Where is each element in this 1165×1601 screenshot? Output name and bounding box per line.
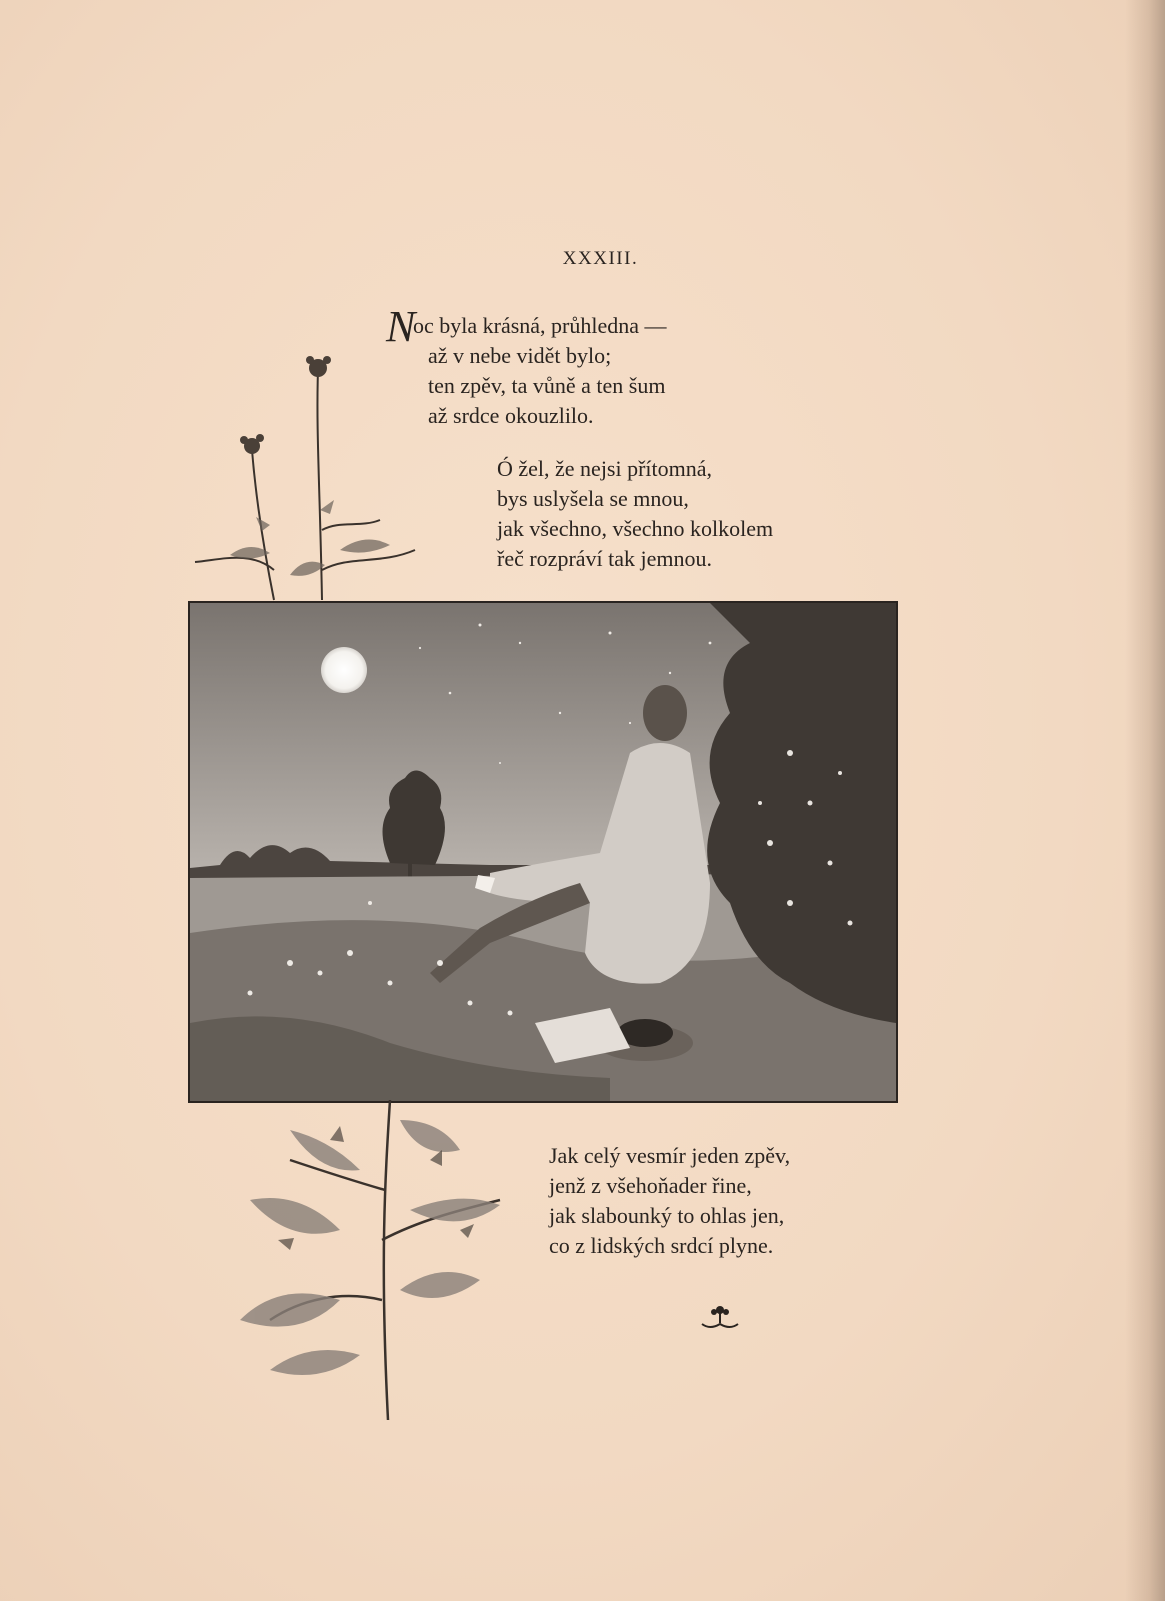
book-gutter-shadow (1125, 0, 1165, 1601)
poem-line: až srdce okouzlilo. (428, 403, 594, 428)
poem-line: až v nebe vidět bylo; (428, 343, 612, 368)
poem-number-heading: XXXIII. (562, 248, 639, 269)
poem-line: jak slabounký to ohlas jen, (549, 1203, 785, 1228)
poem-line: Ó žel, že nejsi přítomná, (497, 456, 713, 481)
moonlit-meadow-illustration (188, 601, 898, 1103)
drop-cap-letter: N (386, 302, 416, 351)
poem-line: jenž z všehoňader řine, (549, 1173, 752, 1198)
fleuron-ornament-icon (700, 1304, 740, 1332)
poem-stanza-1 (386, 302, 667, 431)
poem-line: oc byla krásná, průhledna — (413, 313, 667, 338)
poem-line: Jak celý vesmír jeden zpěv, (549, 1143, 791, 1168)
thistle-leaves-decoration (230, 1100, 520, 1430)
poem-line: jak všechno, všechno kolkolem (497, 516, 774, 541)
poem-stanza-3 (549, 1141, 790, 1261)
poem-line: bys uslyšela se mnou, (497, 486, 689, 511)
poem-line: co z lidských srdcí plyne. (549, 1233, 774, 1258)
poem-line: řeč rozpráví tak jemnou. (497, 546, 713, 571)
poem-line: ten zpěv, ta vůně a ten šum (428, 373, 666, 398)
poem-stanza-2 (497, 454, 773, 574)
moon-shape (321, 647, 367, 693)
